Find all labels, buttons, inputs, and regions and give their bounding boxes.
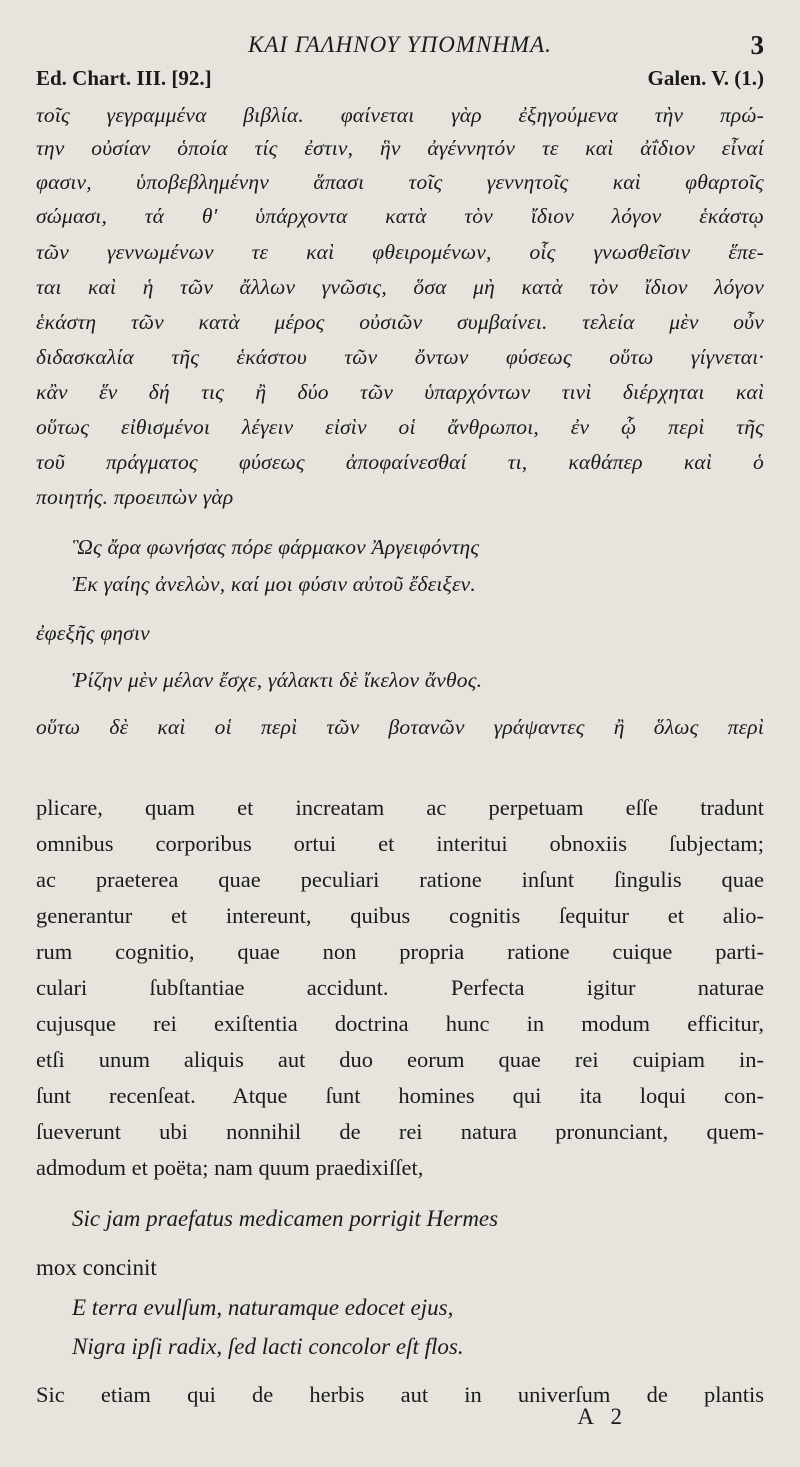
greek-verse-line: Ῥίζην μὲν μέλαν ἔσχε, γάλακτι δὲ ἴκελον ἄνθος.: [72, 668, 483, 692]
greek-line: ἑκάστη τῶν κατὰ μέρος οὐσιῶν συμβαίνει. τελεία μὲν οὖν: [36, 310, 764, 334]
galen-reference: Galen. V. (1.): [647, 66, 764, 90]
greek-line: τοῖς γεγραμμένα βιβλία. φαίνεται γὰρ ἐξηγούμενα τὴν πρώ-: [36, 103, 764, 127]
latin-line: ſueverunt ubi nonnihil de rei natura pronunciant, quem-: [36, 1119, 764, 1144]
latin-verse-line: Sic jam praefatus medicamen porrigit Hermes: [72, 1206, 499, 1231]
greek-line: σώμασι, τά θ' ὑπάρχοντα κατὰ τὸν ἴδιον λόγον ἑκάστῳ: [36, 204, 764, 228]
page-number: 3: [750, 30, 764, 60]
latin-line: plicare, quam et increatam ac perpetuam eſſe tradunt: [36, 795, 764, 820]
latin-verse-line: E terra evulſum, naturamque edocet ejus,: [72, 1295, 454, 1320]
latin-line: culari ſubſtantiae accidunt. Perfecta igitur naturae: [36, 975, 764, 1000]
greek-line: ται καὶ ἡ τῶν ἄλλων γνῶσις, ὅσα μὴ κατὰ τὸν ἴδιον λόγον: [36, 275, 764, 299]
signature-mark: A 2: [577, 1404, 628, 1429]
greek-intro-line: ἐφεξῆς φησιν: [36, 621, 150, 645]
greek-line: τῶν γεννωμένων τε καὶ φθειρομένων, οἷς γνωσθεῖσιν ἕπε-: [36, 240, 764, 264]
greek-verse-line: Ἐκ γαίης ἀνελὼν, καί μοι φύσιν αὐτοῦ ἔδειξεν.: [72, 572, 476, 596]
latin-line: generantur et intereunt, quibus cognitis ſequitur et alio-: [36, 903, 764, 928]
greek-line: τοῦ πράγματος φύσεως ἀποφαίνεσθαί τι, καθάπερ καὶ ὁ: [36, 450, 764, 474]
latin-verse-line: Nigra ipſi radix, ſed lacti concolor eſt flos.: [72, 1334, 464, 1359]
latin-line: etſi unum aliquis aut duo eorum quae rei cuipiam in-: [36, 1047, 764, 1072]
greek-line: διδασκαλία τῆς ἑκάστου τῶν ὄντων φύσεως οὕτω γίγνεται·: [36, 345, 764, 369]
greek-line: την οὐσίαν ὁποία τίς ἐστιν, ἣν ἀγέννητόν τε καὶ ἀΐδιον εἶναί: [36, 136, 764, 160]
latin-line: ſunt recenſeat. Atque ſunt homines qui ita loqui con-: [36, 1083, 764, 1108]
latin-line: rum cognitio, quae non propria ratione cuique parti-: [36, 939, 764, 964]
latin-intro-line: mox concinit: [36, 1255, 157, 1280]
greek-line: ποιητής. προειπὼν γὰρ: [36, 485, 234, 509]
latin-line: omnibus corporibus ortui et interitui obnoxiis ſubjectam;: [36, 831, 764, 856]
latin-line: cujusque rei exiſtentia doctrina hunc in modum efficitur,: [36, 1011, 764, 1036]
latin-line: admodum et poëta; nam quum praedixiſſet,: [36, 1155, 424, 1180]
running-head-title: ΚΑΙ ΓΑΛΗΝΟΥ ΥΠΟΜΝΗΜΑ.: [248, 32, 552, 57]
greek-line: οὕτως εἰθισμένοι λέγειν εἰσὶν οἱ ἄνθρωποι, ἐν ᾧ περὶ τῆς: [36, 415, 764, 439]
greek-line: κἂν ἕν δή τις ἢ δύο τῶν ὑπαρχόντων τινὶ διέρχηται καὶ: [36, 380, 764, 404]
latin-line: ac praeterea quae peculiari ratione inſunt ſingulis quae: [36, 867, 764, 892]
greek-closing-line: οὕτω δὲ καὶ οἱ περὶ τῶν βοτανῶν γράψαντες ἢ ὅλως περὶ: [36, 715, 764, 739]
greek-line: φασιν, ὑποβεβλημένην ἅπασι τοῖς γεννητοῖς καὶ φθαρτοῖς: [36, 170, 764, 194]
greek-verse-line: Ὣς ἄρα φωνήσας πόρε φάρμακον Ἀργειφόντης: [72, 535, 480, 559]
edition-reference: Ed. Chart. III. [92.]: [36, 66, 212, 90]
latin-closing-line: Sic etiam qui de herbis aut in univerſum de plantis: [36, 1382, 764, 1407]
